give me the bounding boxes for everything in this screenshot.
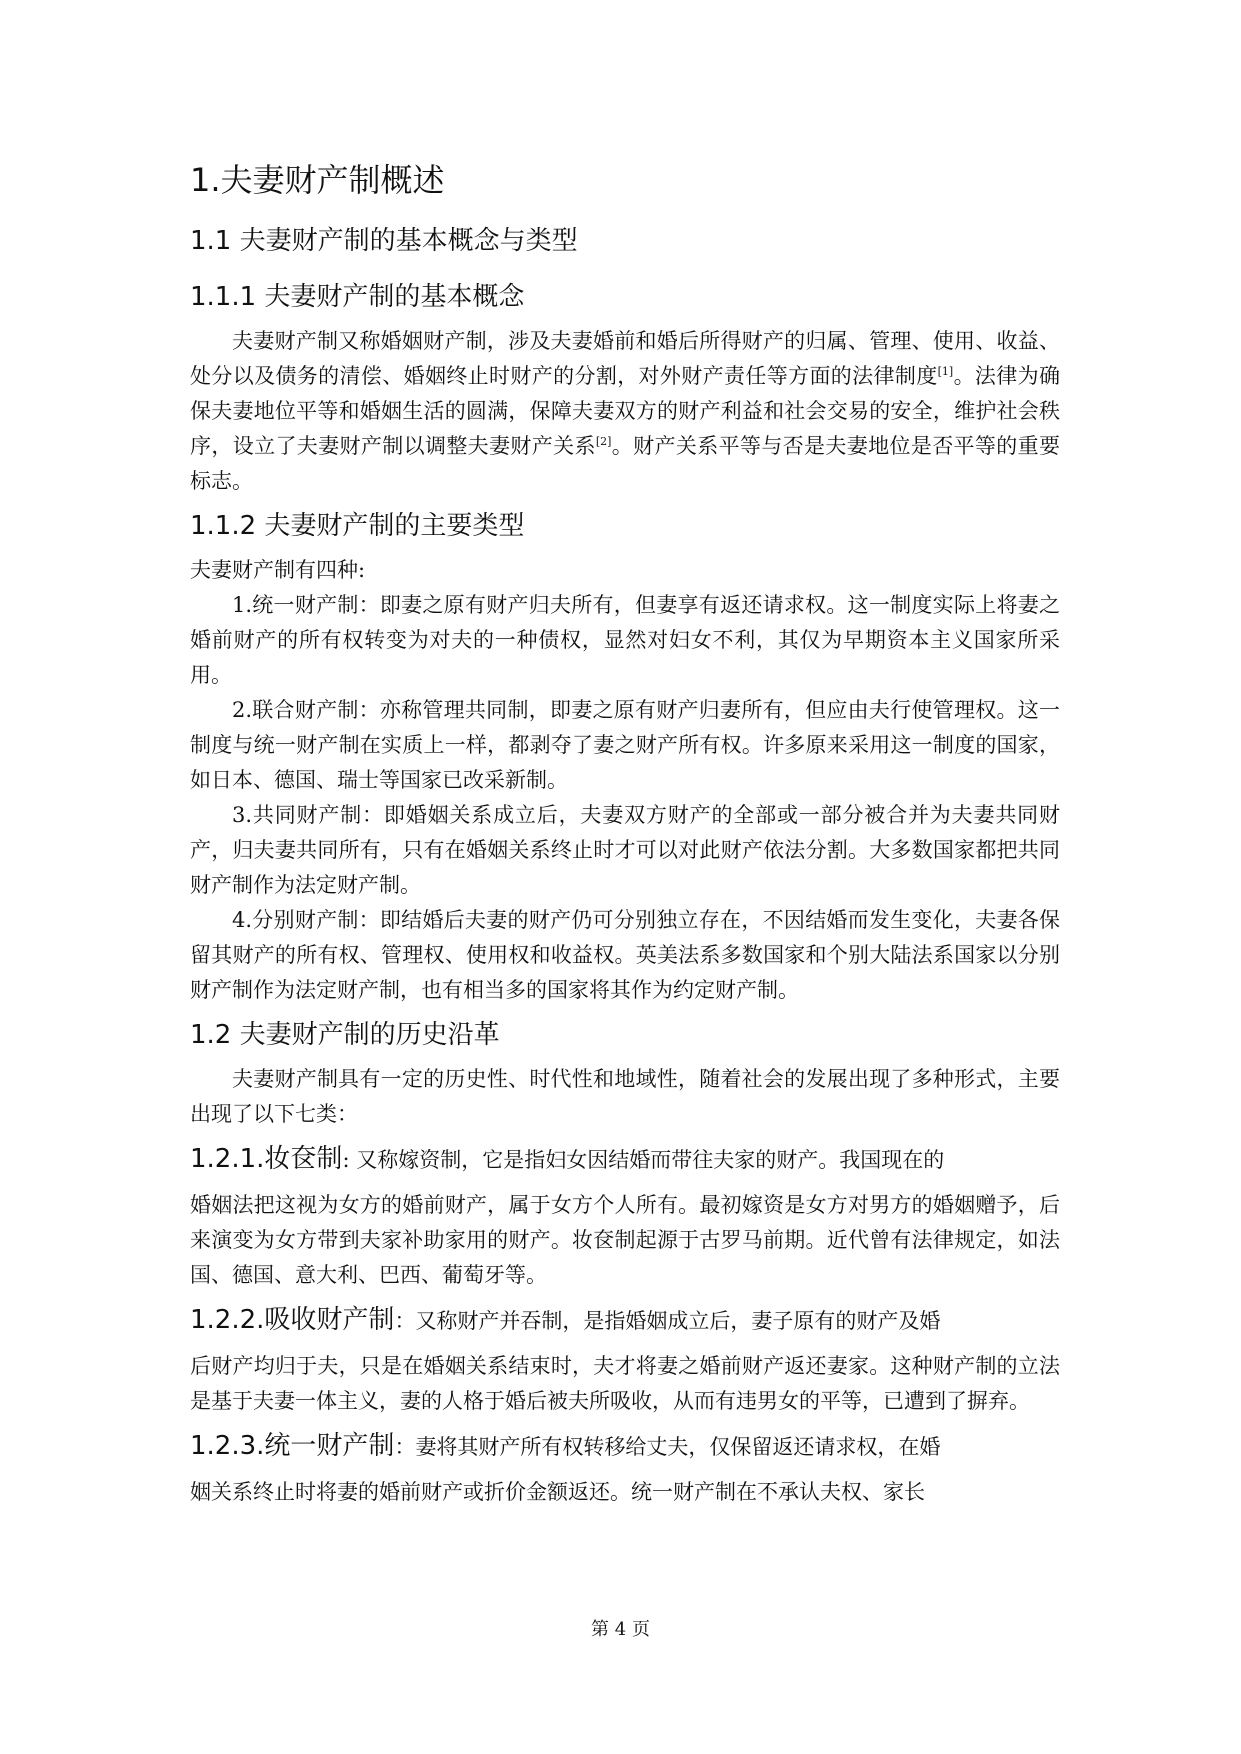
history-item-3-heading — [190, 1429, 1060, 1465]
section-heading-1-1-2: 1.1.2 夫妻财产制的主要类型 — [190, 511, 525, 541]
type-item-4: 4.分别财产制：即结婚后夫妻的财产仍可分别独立存在，不因结婚而发生变化，夫妻各保留其财产的所有权、管理权、使用权和收益权。英美法系多数国家和个别大陆法系国家以分别财产制作为法定财产制，也有相当多的国家将其作为约定财产制。 — [190, 908, 1060, 1002]
page-number: 4 — [614, 1619, 627, 1640]
footer-suffix: 页 — [631, 1619, 650, 1640]
section-heading-1-1-1: 1.1.1 夫妻财产制的基本概念 — [190, 282, 525, 312]
history-item-2-text: 又称财产并吞制，是指婚姻成立后，妻子原有的财产及婚 — [415, 1309, 941, 1333]
history-item-3-name: 统一财产制 — [264, 1431, 395, 1461]
page-footer — [0, 1618, 1241, 1642]
section-heading-1-1: 1.1 夫妻财产制的基本概念与类型 — [190, 226, 578, 256]
history-item-3-continuation: 姻关系终止时将妻的婚前财产或折价金额返还。统一财产制在不承认夫权、家长 — [190, 1480, 925, 1504]
history-item-1-heading — [190, 1142, 1060, 1178]
type-item-3: 3.共同财产制：即婚姻关系成立后，夫妻双方财产的全部或一部分被合并为夫妻共同财产，归夫妻共同所有，只有在婚姻关系终止时才可以对此财产依法分割。大多数国家都把共同财产制作为法定财产制。 — [190, 803, 1060, 897]
history-item-1-name: 妆奁制 — [264, 1144, 343, 1174]
concept-text-2: 。法律为确保夫妻地位平等和婚姻生活的圆满，保障夫妻双方的财产利益和社会交易的安全，维护社会秩序，设立了夫妻财产制以调整夫妻财产关系 — [190, 364, 1061, 458]
history-intro: 夫妻财产制具有一定的历史性、时代性和地域性，随着社会的发展出现了多种形式，主要出现了以下七类： — [190, 1067, 1060, 1126]
footer-prefix: 第 — [591, 1619, 610, 1640]
history-item-1-continuation: 婚姻法把这视为女方的婚前财产，属于女方个人所有。最初嫁资是女方对男方的婚姻赠予，后来演变为女方带到夫家补助家用的财产。妆奁制起源于古罗马前期。近代曾有法律规定，如法国、德国、意大利、巴西、葡萄牙等。 — [190, 1193, 1060, 1287]
history-item-2-name: 吸收财产制 — [264, 1305, 395, 1335]
section-heading-1-2: 1.2 夫妻财产制的历史沿革 — [190, 1020, 500, 1050]
concept-text-1: 夫妻财产制又称婚姻财产制，涉及夫妻婚前和婚后所得财产的归属、管理、使用、收益、处分以及债务的清偿、婚姻终止时财产的分割，对外财产责任等方面的法律制度 — [190, 329, 1060, 388]
type-item-2: 2.联合财产制：亦称管理共同制，即妻之原有财产归妻所有，但应由夫行使管理权。这一制度与统一财产制在实质上一样，都剥夺了妻之财产所有权。许多原来采用这一制度的国家，如日本、德国、瑞士等国家已改采新制。 — [190, 698, 1060, 792]
history-item-3-text: 妻将其财产所有权转移给丈夫，仅保留返还请求权，在婚 — [415, 1435, 941, 1459]
concept-text-3: 。财产关系平等与否是夫妻地位是否平等的重要标志。 — [190, 434, 1060, 493]
citation-2: [2] — [595, 435, 612, 448]
history-item-1-text: 又称嫁资制，它是指妇女因结婚而带往夫家的财产。我国现在的 — [349, 1148, 945, 1172]
citation-1: [1] — [937, 365, 954, 378]
types-intro: 夫妻财产制有四种: — [190, 558, 366, 582]
history-item-1-colon: : — [342, 1148, 350, 1172]
history-item-2-colon: ： — [394, 1309, 416, 1333]
history-item-3-colon: ： — [394, 1435, 416, 1459]
type-item-1: 1.统一财产制：即妻之原有财产归夫所有，但妻享有返还请求权。这一制度实际上将妻之婚前财产的所有权转变为对夫的一种债权，显然对妇女不利，其仅为早期资本主义国家所采用。 — [190, 593, 1060, 687]
page-content — [190, 160, 1060, 1510]
history-item-3-number: 1.2.3. — [190, 1431, 265, 1461]
history-item-2-continuation: 后财产均归于夫，只是在婚姻关系结束时，夫才将妻之婚前财产返还妻家。这种财产制的立法是基于夫妻一体主义，妻的人格于婚后被夫所吸收，从而有违男女的平等，已遭到了摒弃。 — [190, 1354, 1060, 1413]
history-item-1-number: 1.2.1. — [190, 1144, 265, 1174]
concept-paragraph — [190, 324, 1060, 499]
history-item-2-heading — [190, 1303, 1060, 1339]
chapter-heading: 1.夫妻财产制概述 — [190, 161, 445, 199]
history-item-2-number: 1.2.2. — [190, 1305, 265, 1335]
